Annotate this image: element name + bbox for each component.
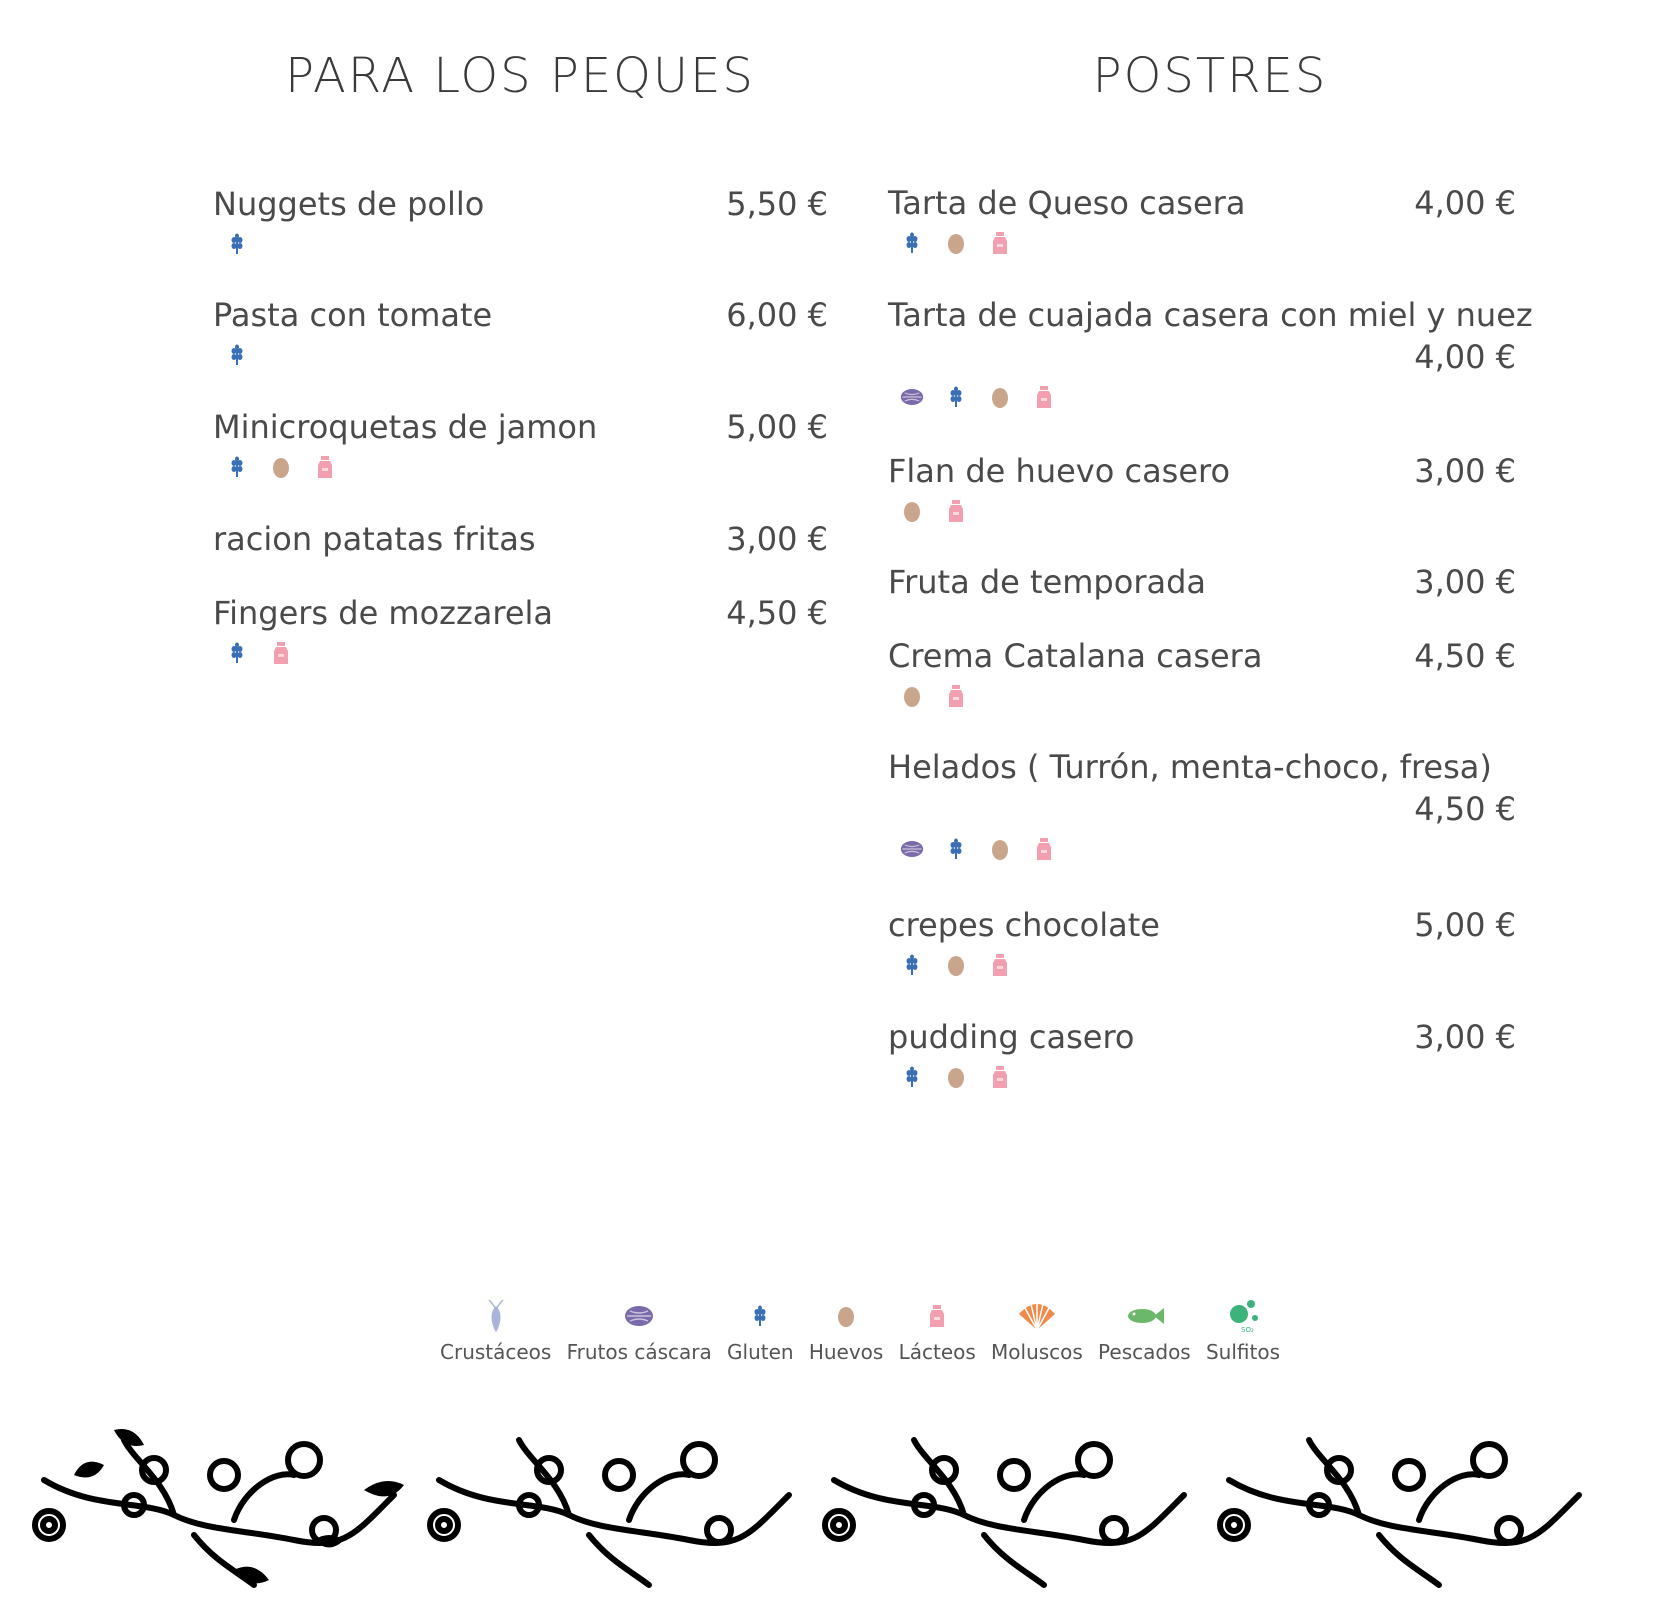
- legend-label: Frutos cáscara: [566, 1340, 712, 1364]
- legend-label: Moluscos: [991, 1340, 1083, 1364]
- menu-item-price: 4,00 €: [1414, 338, 1516, 376]
- egg-icon: [269, 455, 293, 479]
- heading-para-los-peques: PARA LOS PEQUES: [285, 48, 755, 104]
- wheat-icon: [225, 641, 249, 665]
- menu-item-name: Nuggets de pollo: [213, 185, 485, 223]
- menu-item-price: 4,50 €: [1414, 790, 1516, 828]
- allergen-legend: [440, 1296, 1280, 1364]
- allergen-icons: [888, 952, 1516, 978]
- milk-icon: [1032, 385, 1056, 409]
- menu-item: [888, 637, 1516, 709]
- milk-icon: [944, 499, 968, 523]
- menu-item: [213, 594, 828, 666]
- fish-icon: [1122, 1296, 1166, 1336]
- menu-item-price: 3,00 €: [1414, 563, 1516, 601]
- menu-item-name: crepes chocolate: [888, 906, 1160, 944]
- legend-label: Sulfitos: [1205, 1340, 1280, 1364]
- wheat-icon: [900, 231, 924, 255]
- egg-icon: [900, 499, 924, 523]
- allergen-icons: [213, 640, 828, 666]
- walnut-icon: [900, 385, 924, 409]
- menu-item: [888, 563, 1516, 601]
- menu-item-name: Flan de huevo casero: [888, 452, 1231, 490]
- menu-item-price: 5,00 €: [726, 408, 828, 446]
- egg-icon: [824, 1296, 868, 1336]
- wheat-icon: [225, 343, 249, 367]
- allergen-icons: [213, 454, 828, 480]
- legend-label: Gluten: [727, 1340, 794, 1364]
- legend-label: Lácteos: [898, 1340, 976, 1364]
- egg-icon: [900, 684, 924, 708]
- allergen-icons: [888, 836, 1516, 862]
- allergen-icons: [888, 498, 1516, 524]
- menu-item-price: 4,00 €: [1414, 184, 1516, 222]
- menu-item: [213, 185, 828, 257]
- egg-icon: [988, 385, 1012, 409]
- decorative-vine-border: [14, 1420, 1639, 1590]
- sulfite-icon: [1221, 1296, 1265, 1336]
- milk-icon: [988, 231, 1012, 255]
- allergen-icons: [213, 342, 828, 368]
- menu-item-price: 4,50 €: [1414, 637, 1516, 675]
- menu-item-name: Helados ( Turrón, menta-choco, fresa): [888, 748, 1492, 786]
- egg-icon: [944, 1065, 968, 1089]
- menu-item: [213, 408, 828, 480]
- menu-item-price: 5,50 €: [726, 185, 828, 223]
- wheat-icon: [900, 953, 924, 977]
- legend-label: Huevos: [808, 1340, 884, 1364]
- milk-icon: [915, 1296, 959, 1336]
- menu-item: [213, 520, 828, 558]
- legend-item-pescados: [1098, 1296, 1191, 1364]
- menu-item: [888, 906, 1516, 978]
- wheat-icon: [944, 837, 968, 861]
- wheat-icon: [225, 455, 249, 479]
- wheat-icon: [738, 1296, 782, 1336]
- milk-icon: [944, 684, 968, 708]
- menu-item-name: Tarta de cuajada casera con miel y nuez: [888, 296, 1533, 334]
- menu-item-name: racion patatas fritas: [213, 520, 536, 558]
- wheat-icon: [225, 232, 249, 256]
- milk-icon: [269, 641, 293, 665]
- walnut-icon: [900, 837, 924, 861]
- menu-item-name: Fingers de mozzarela: [213, 594, 554, 632]
- legend-label: Crustáceos: [440, 1340, 552, 1364]
- menu-item: [213, 296, 828, 368]
- menu-item-price: 4,50 €: [726, 594, 828, 632]
- menu-item-price: 3,00 €: [1414, 1018, 1516, 1056]
- menu-item: [888, 452, 1516, 524]
- menu-item-name: Minicroquetas de jamon: [213, 408, 598, 446]
- legend-item-lacteos: [899, 1296, 976, 1364]
- milk-icon: [988, 1065, 1012, 1089]
- legend-label: Pescados: [1098, 1340, 1191, 1364]
- menu-item-name: pudding casero: [888, 1018, 1135, 1056]
- menu-item-price: 5,00 €: [1414, 906, 1516, 944]
- menu-item: [888, 184, 1516, 256]
- egg-icon: [988, 837, 1012, 861]
- shrimp-icon: [474, 1296, 518, 1336]
- milk-icon: [1032, 837, 1056, 861]
- allergen-icons: [888, 230, 1516, 256]
- menu-item-name: Pasta con tomate: [213, 296, 493, 334]
- legend-item-gluten: [727, 1296, 794, 1364]
- allergen-icons: [888, 683, 1516, 709]
- menu-item-price: 3,00 €: [1414, 452, 1516, 490]
- wheat-icon: [900, 1065, 924, 1089]
- allergen-icons: [213, 231, 828, 257]
- legend-item-sulfitos: [1206, 1296, 1280, 1364]
- allergen-icons: [888, 1064, 1516, 1090]
- egg-icon: [944, 231, 968, 255]
- egg-icon: [944, 953, 968, 977]
- legend-item-crustaceos: [440, 1296, 551, 1364]
- menu-item: [888, 296, 1533, 410]
- milk-icon: [988, 953, 1012, 977]
- milk-icon: [313, 455, 337, 479]
- legend-item-frutos: [567, 1296, 712, 1364]
- shell-icon: [1015, 1296, 1059, 1336]
- menu-item-name: Crema Catalana casera: [888, 637, 1263, 675]
- menu-item-price: 3,00 €: [726, 520, 828, 558]
- svg-text:SO₂: SO₂: [1240, 1326, 1254, 1334]
- walnut-icon: [617, 1296, 661, 1336]
- legend-item-moluscos: [991, 1296, 1083, 1364]
- allergen-icons: [888, 384, 1516, 410]
- wheat-icon: [944, 385, 968, 409]
- menu-item: [888, 748, 1516, 862]
- legend-item-huevos: [809, 1296, 884, 1364]
- menu-item-name: Fruta de temporada: [888, 563, 1206, 601]
- menu-item-name: Tarta de Queso casera: [888, 184, 1246, 222]
- heading-postres: POSTRES: [1092, 48, 1328, 104]
- menu-item-price: 6,00 €: [726, 296, 828, 334]
- menu-item: [888, 1018, 1516, 1090]
